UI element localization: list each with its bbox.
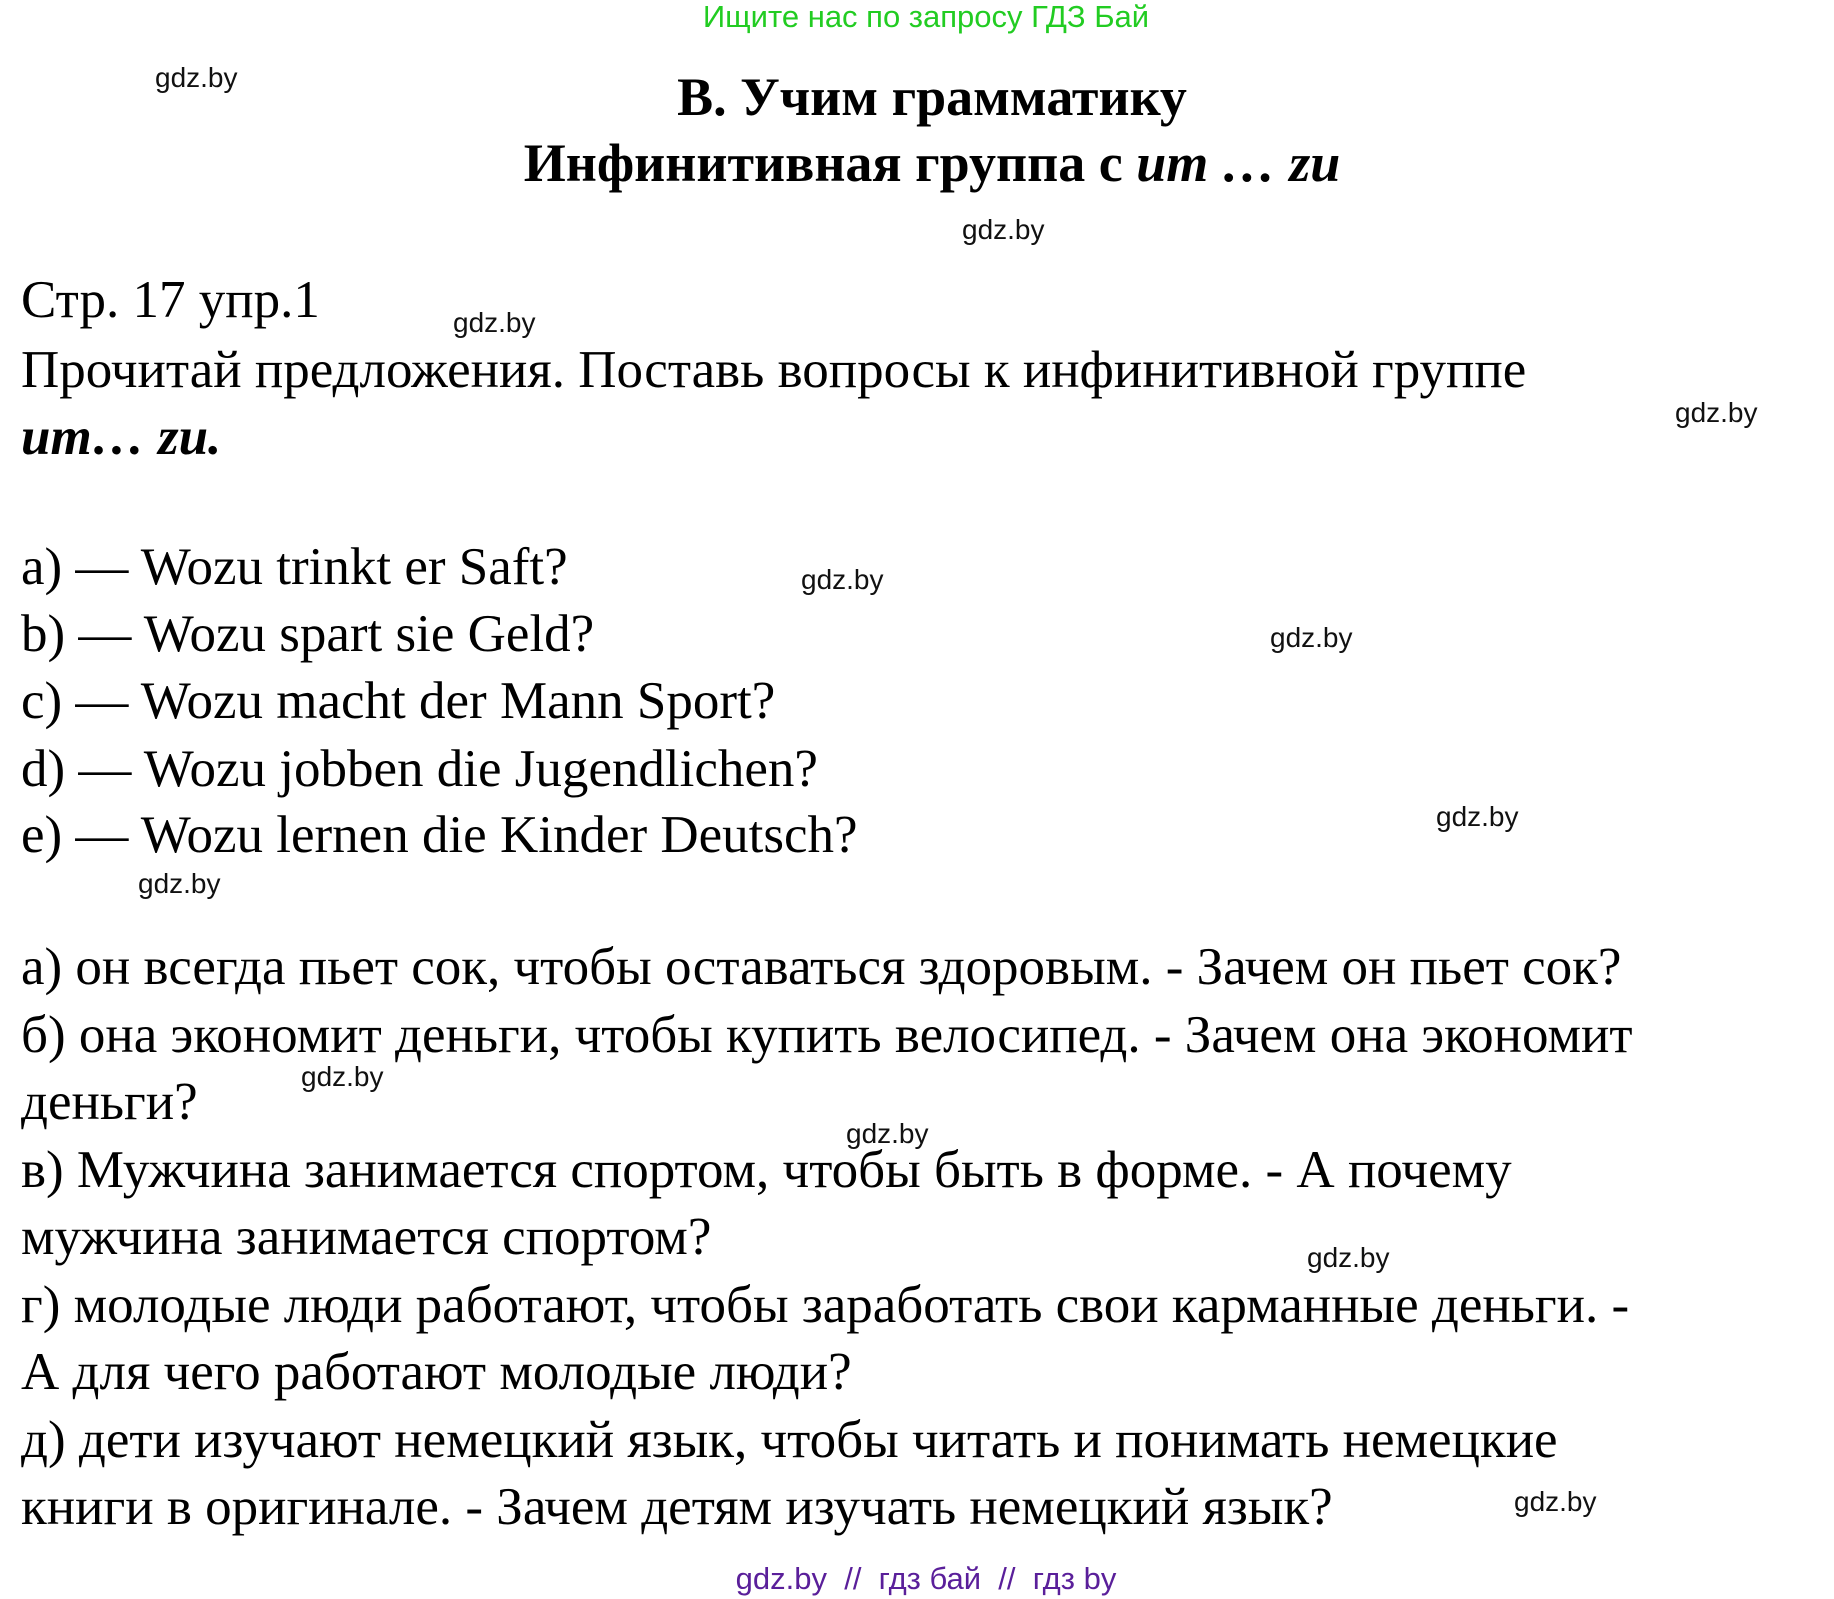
- german-question: c) — Wozu macht der Mann Sport?: [21, 672, 776, 730]
- german-question: a) — Wozu trinkt er Saft?: [21, 538, 568, 596]
- watermark: gdz.by: [138, 868, 221, 899]
- watermark: gdz.by: [1675, 397, 1758, 428]
- watermark: gdz.by: [1436, 801, 1519, 832]
- subtitle-text: Инфинитивная группа с: [523, 133, 1137, 193]
- answer-line: г) молодые люди работают, чтобы заработать свои карманные деньги. -: [21, 1276, 1630, 1334]
- german-question: b) — Wozu spart sie Geld?: [21, 605, 595, 663]
- answer-line: деньги?: [21, 1073, 198, 1131]
- exercise-instruction: Прочитай предложения. Поставь вопросы к инфинитивной группе: [21, 341, 1527, 399]
- watermark: gdz.by: [1307, 1242, 1390, 1273]
- subtitle-italic: um … zu: [1136, 133, 1341, 193]
- german-question: d) — Wozu jobben die Jugendlichen?: [21, 740, 818, 798]
- answer-line: в) Мужчина занимается спортом, чтобы быть в форме. - А почему: [21, 1141, 1512, 1199]
- watermark: gdz.by: [155, 62, 238, 93]
- german-question: e) — Wozu lernen die Kinder Deutsch?: [21, 806, 858, 864]
- watermark: gdz.by: [301, 1061, 384, 1092]
- exercise-reference: Стр. 17 упр.1: [21, 271, 320, 329]
- answer-line: д) дети изучают немецкий язык, чтобы читать и понимать немецкие: [21, 1411, 1558, 1469]
- footer-links: gdz.by // гдз бай // гдз by: [735, 1561, 1117, 1596]
- answer-line: б) она экономит деньги, чтобы купить велосипед. - Зачем она экономит: [21, 1006, 1633, 1064]
- watermark: gdz.by: [1514, 1486, 1597, 1517]
- search-banner: Ищите нас по запросу ГДЗ Бай: [702, 0, 1150, 34]
- answer-line: А для чего работают молодые люди?: [21, 1343, 852, 1401]
- watermark: gdz.by: [1270, 622, 1353, 653]
- section-title: В. Учим грамматику: [677, 67, 1187, 127]
- answer-line: книги в оригинале. - Зачем детям изучать немецкий язык?: [21, 1478, 1333, 1536]
- exercise-instruction-italic: um… zu.: [21, 408, 222, 466]
- answer-line: а) он всегда пьет сок, чтобы оставаться здоровым. - Зачем он пьет сок?: [21, 938, 1622, 996]
- answer-line: мужчина занимается спортом?: [21, 1208, 712, 1266]
- watermark: gdz.by: [962, 214, 1045, 245]
- watermark: gdz.by: [801, 564, 884, 595]
- section-subtitle: [0, 133, 1834, 193]
- watermark: gdz.by: [846, 1118, 929, 1149]
- watermark: gdz.by: [453, 307, 536, 338]
